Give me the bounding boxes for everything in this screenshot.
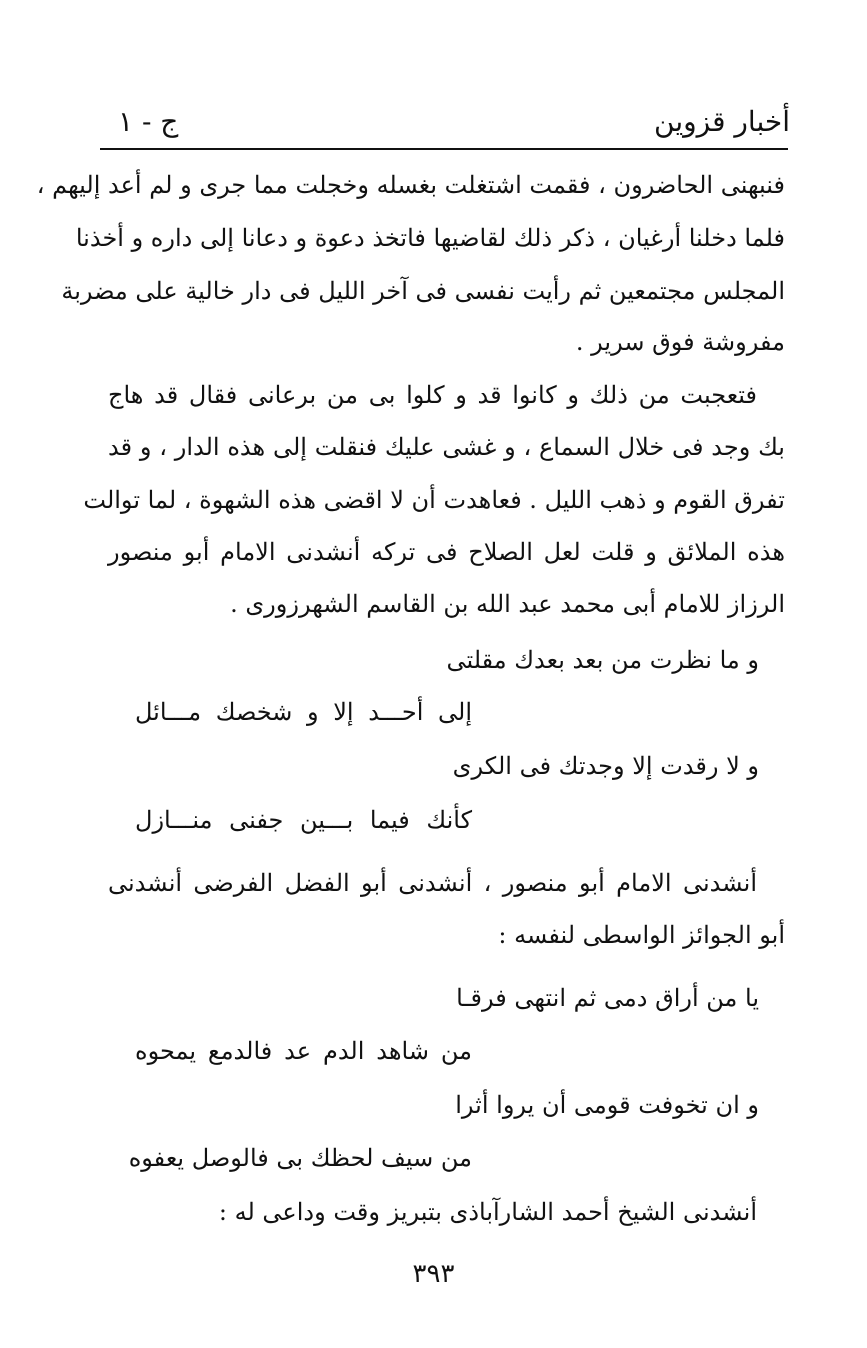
paragraph-line: فنبهنى الحاضرون ، فقمت اشتغلت بغسله وخجلت مما جرى و لم أعد إليهم ، — [36, 171, 785, 199]
paragraph-line: تفرق القوم و ذهب الليل . فعاهدت أن لا اقضى هذه الشهوة ، لما توالت — [83, 486, 785, 514]
paragraph-line: فتعجبت من ذلك و كانوا قد و كلوا بى من برعانى فقال قد هاج — [108, 381, 758, 409]
running-title: أخبار قزوين — [654, 105, 790, 138]
verse-line: إلى أحـــد إلا و شخصك مـــائل — [135, 698, 472, 726]
paragraph-line: أنشدنى الامام أبو منصور ، أنشدنى أبو الفضل الفرضى أنشدنى — [108, 869, 757, 897]
verse-line: و ما نظرت من بعد بعدك مقلتى — [446, 646, 759, 674]
verse-line: كأنك فيما بـــين جفنى منـــازل — [135, 806, 472, 834]
closing-line: أنشدنى الشيخ أحمد الشارآباذى بتبريز وقت وداعى له : — [218, 1198, 757, 1226]
paragraph-line: أبو الجوائز الواسطى لنفسه : — [498, 921, 785, 949]
paragraph-line: الرزاز للامام أبى محمد عبد الله بن القاسم الشهرزورى . — [230, 590, 785, 618]
verse-line: و لا رقدت إلا وجدتك فى الكرى — [452, 752, 759, 780]
paragraph-line: هذه الملائق و قلت لعل الصلاح فى تركه أنشدنى الامام أبو منصور — [108, 538, 785, 566]
page-header — [100, 100, 790, 150]
page-number: ٣٩٣ — [412, 1259, 455, 1289]
paragraph-line: مفروشة فوق سرير . — [575, 328, 785, 356]
verse-line: يا من أراق دمى ثم انتهى فرقـا — [456, 984, 759, 1012]
paragraph-line: بك وجد فى خلال السماع ، و غشى عليك فنقلت إلى هذه الدار ، و قد — [108, 433, 785, 461]
header-divider — [100, 148, 788, 150]
paragraph-line: المجلس مجتمعين ثم رأيت نفسى فى آخر الليل فى دار خالية على مضربة — [61, 277, 785, 305]
verse-line: من شاهد الدم عد فالدمع يمحوه — [135, 1037, 472, 1065]
paragraph-line: فلما دخلنا أرغيان ، ذكر ذلك لقاضيها فاتخذ دعوة و دعانا إلى داره و أخذنا — [75, 224, 785, 252]
volume-label: ج - ١ — [118, 105, 179, 138]
verse-line: و ان تخوفت قومى أن يروا أثرا — [455, 1091, 759, 1119]
verse-line: من سيف لحظك بى فالوصل يعفوه — [128, 1144, 472, 1172]
